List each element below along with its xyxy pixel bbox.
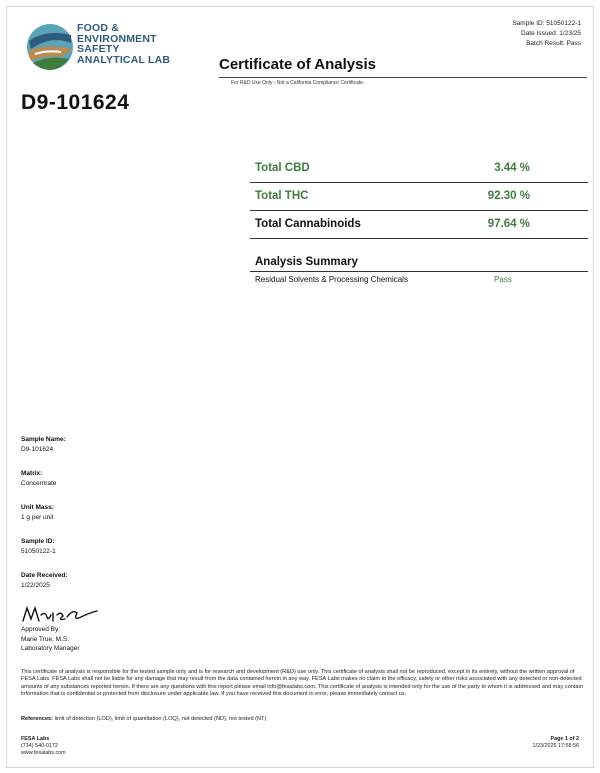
date-issued-line: Date Issued: 1/23/25 bbox=[521, 30, 581, 37]
references-label: References: bbox=[21, 716, 54, 722]
summary-value: 97.64 % bbox=[487, 218, 530, 230]
field-matrix bbox=[21, 469, 221, 503]
header-meta bbox=[421, 19, 581, 49]
field-value: 51050122-1 bbox=[21, 548, 56, 555]
field-value: D9-101624 bbox=[21, 446, 54, 453]
lab-name bbox=[77, 23, 170, 65]
field-label: Unit Mass: bbox=[21, 504, 54, 511]
lab-name-line: ANALYTICAL LAB bbox=[77, 53, 171, 66]
approved-by-label: Approved By: bbox=[21, 626, 61, 633]
footer-phone: (714) 540-0172 bbox=[21, 743, 58, 750]
summary-label: Total THC bbox=[255, 190, 309, 202]
footer-page-info bbox=[439, 736, 579, 750]
cannabinoid-summary bbox=[250, 155, 588, 239]
field-label: Date Received: bbox=[21, 572, 68, 579]
summary-label: Total Cannabinoids bbox=[255, 218, 361, 230]
lab-logo-mark bbox=[25, 21, 75, 73]
references-text: limit of detection (LOD), limit of quantitation (LOQ), not detected (ND), not tested (NT) bbox=[54, 716, 267, 722]
approval-block bbox=[21, 625, 80, 654]
summary-row-total-thc bbox=[250, 183, 588, 211]
header-divider bbox=[219, 77, 587, 78]
summary-label: Total CBD bbox=[255, 162, 310, 174]
coa-page bbox=[6, 6, 594, 768]
lab-name-line: SAFETY bbox=[77, 43, 120, 55]
references bbox=[21, 716, 266, 722]
summary-value: 92.30 % bbox=[487, 190, 530, 202]
lab-logo bbox=[25, 21, 215, 77]
footer-website: www.fesalabs.com bbox=[21, 750, 66, 757]
field-sample-name bbox=[21, 435, 221, 469]
field-date-received bbox=[21, 571, 221, 605]
summary-value: 3.44 % bbox=[494, 162, 530, 174]
summary-row-total-cannabinoids bbox=[250, 211, 588, 239]
analysis-label: Residual Solvents & Processing Chemicals bbox=[255, 275, 408, 284]
sample-id-line: Sample ID: 51050122-1 bbox=[512, 20, 581, 27]
footer-timestamp: 1/23/2025 17:58:56 bbox=[532, 743, 579, 750]
signature-image bbox=[21, 603, 101, 627]
field-sample-id bbox=[21, 537, 221, 571]
disclaimer-text: This certificate of analysis is responsible for the tested sample only and is for research and development (R&D) use only. This certificate of analysis shall not be reproduced, except in its entirety, without the written approval of FESA Labs. FESA Labs shall not be liable for any damage that may result from the data contained herein in any way. FESA Labs makes no claim to the efficacy, safety or other risks associated with any detected or non-detected amounts of any substances reported herein. If there are any questions with this report please email info@fesalabs.com. This certificate of analysis is intended only for the use of the party to whom it is addressed and may contain information that is confidential or protected from disclosure under applicable law. If you have received this document in error, please immediately contact us. bbox=[21, 669, 583, 698]
page-title: Certificate of Analysis bbox=[219, 56, 376, 73]
footer-contact bbox=[21, 736, 66, 758]
analysis-summary-heading: Analysis Summary bbox=[250, 253, 588, 272]
field-label: Sample Name: bbox=[21, 436, 66, 443]
lab-name-line: FOOD & bbox=[77, 22, 120, 34]
field-value: 1/22/2025 bbox=[21, 582, 50, 589]
field-value: 1 g per unit bbox=[21, 514, 54, 521]
analysis-summary bbox=[250, 253, 588, 286]
summary-row-total-cbd bbox=[250, 155, 588, 183]
lab-name-line: ENVIRONMENT bbox=[77, 32, 157, 45]
batch-result-line: Batch Result: Pass bbox=[526, 40, 581, 47]
sample-heading: D9-101624 bbox=[21, 91, 130, 114]
approver-name: Marie True, M.S. bbox=[21, 635, 70, 643]
analysis-result: Pass bbox=[494, 275, 512, 284]
footer-company: FESA Labs bbox=[21, 736, 50, 742]
page-number: Page 1 of 2 bbox=[550, 736, 579, 742]
approver-role: Laboratory Manager bbox=[21, 645, 80, 652]
field-value: Concentrate bbox=[21, 480, 57, 487]
field-unit-mass bbox=[21, 503, 221, 537]
field-label: Matrix: bbox=[21, 470, 43, 477]
sample-details bbox=[21, 435, 221, 605]
compliance-note: For R&D Use Only - Not a California Compliance Certificate. bbox=[231, 80, 365, 86]
analysis-row bbox=[250, 272, 588, 286]
field-label: Sample ID: bbox=[21, 538, 55, 545]
